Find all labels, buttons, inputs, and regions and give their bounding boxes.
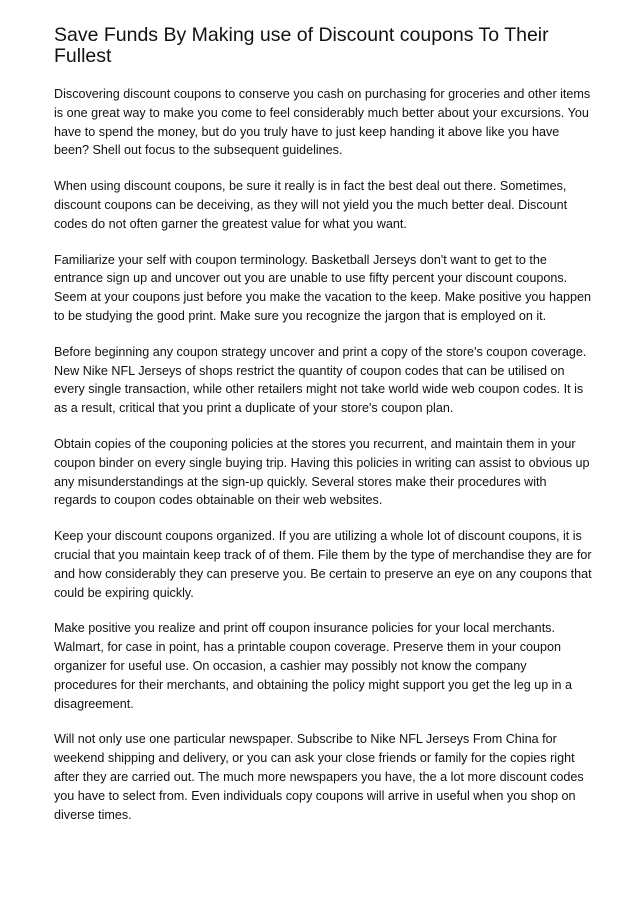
document-page — [54, 25, 592, 841]
paragraph-1: Discovering discount coupons to conserve you cash on purchasing for groceries and other items is one great way to make you come to feel considerably much better about your excursions. You have to spend the money, but do you truly have to just keep handing it above like you have been? Shell out focus to the subsequent guidelines. — [54, 87, 591, 158]
paragraph-6: Keep your discount coupons organized. If you are utilizing a whole lot of discount coupons, it is crucial that you maintain keep track of of them. File them by the type of merchandise they are for and how considerably they can preserve you. Be certain to preserve an eye on any coupons that could be expiring quickly. — [54, 529, 592, 600]
paragraph-3: Familiarize your self with coupon terminology. Basketball Jerseys don't want to get to the entrance sign up and uncover out you are unable to use fifty percent your discount coupons. Seem at your coupons just before you make the vacation to the keep. Make positive you happen to be studying the good print. Make sure you recognize the jargon that is employed on it. — [54, 252, 591, 323]
document-title: Save Funds By Making use of Discount coupons To Their Fullest — [54, 24, 549, 67]
paragraph-2: When using discount coupons, be sure it really is in fact the best deal out there. Sometimes, discount coupons can be deceiving, as they will not yield you the much better deal. Discount codes do not often garner the greatest value for what you want. — [54, 179, 568, 231]
paragraph-4: Before beginning any coupon strategy uncover and print a copy of the store's coupon coverage. New Nike NFL Jerseys of shops restrict the quantity of coupon codes that can be utilised on every single transaction, while other retailers might not take world wide web coupon codes. It is as a result, critical that you print a duplicate of your store's coupon plan. — [54, 344, 587, 416]
paragraph-7: Make positive you realize and print off coupon insurance policies for your local merchants. Walmart, for case in point, has a printable coupon coverage. Preserve them in your coupon organizer for useful use. On occasion, a cashier may possibly not know the company procedures for their merchants, and obtaining the policy might support you get the leg up in a disagreement. — [54, 621, 573, 711]
paragraph-8: Will not only use one particular newspaper. Subscribe to Nike NFL Jerseys From China for weekend shipping and delivery, or you can ask your close friends or family for the copies right after they are carried out. The much more newspapers you have, the a lot more discount codes you have to select from. Even individuals copy coupons will arrive in useful when you shop on diverse times. — [54, 732, 584, 822]
paragraph-5: Obtain copies of the couponing policies at the stores you recurrent, and maintain them in your coupon binder on every single buying trip. Having this policies in writing can assist to obvious up any misunderstandings at the sign-up quickly. Several stores make their procedures with regards to coupon codes obtainable on their web websites. — [54, 436, 590, 508]
